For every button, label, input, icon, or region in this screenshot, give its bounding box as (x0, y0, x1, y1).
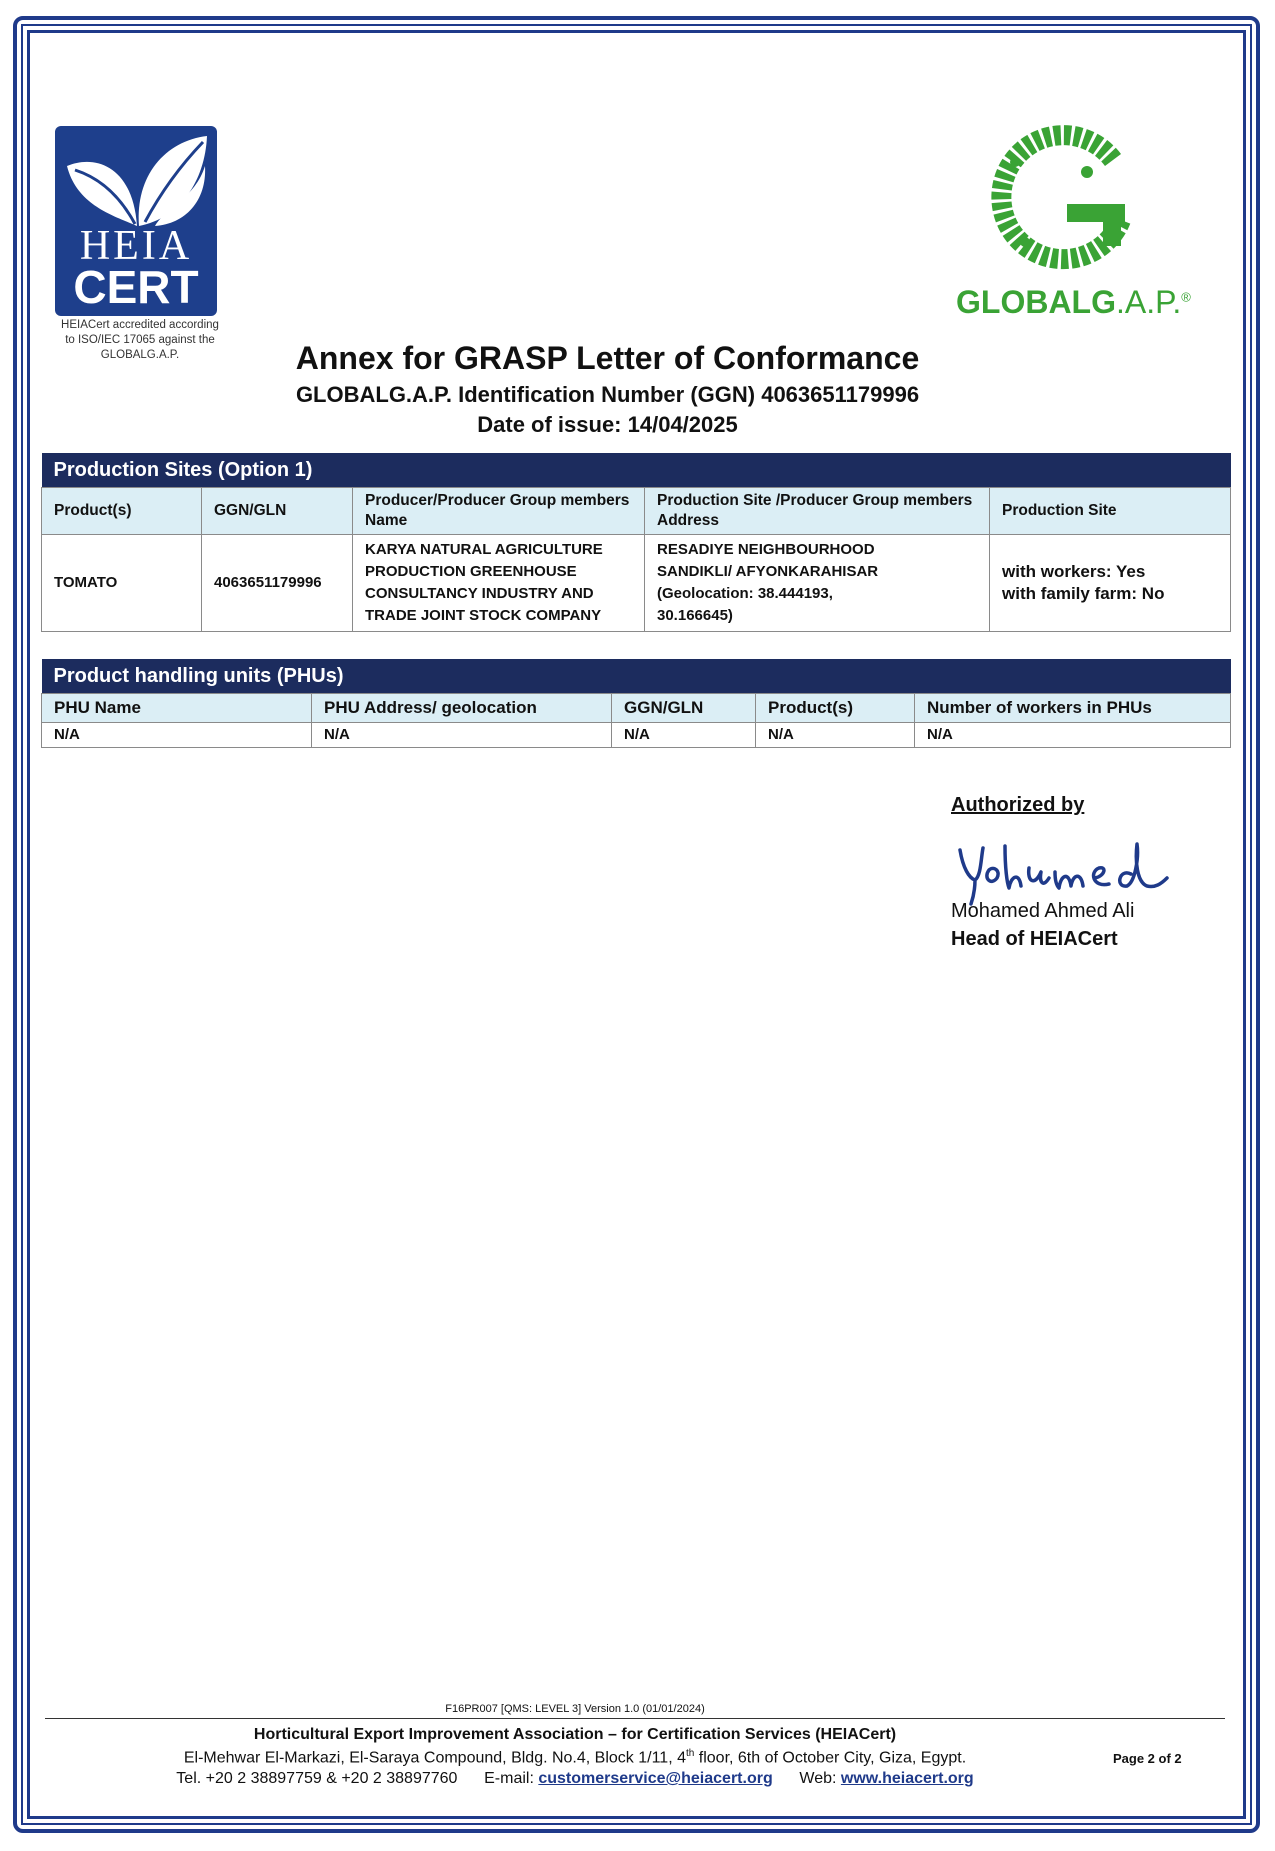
producer-name-cell: KARYA NATURAL AGRICULTURE PRODUCTION GREENHOUSE CONSULTANCY INDUSTRY AND TRADE JOINT STOCK COMPANY (353, 535, 645, 632)
issue-date: Date of issue: 14/04/2025 (477, 412, 738, 437)
column-header: GGN/GLN (612, 694, 756, 723)
footer-divider (45, 1718, 1225, 1719)
workers-status: with workers: Yes (1002, 562, 1146, 581)
table-cell: N/A (42, 723, 312, 748)
table-band-row (42, 453, 1231, 488)
column-header: Product(s) (42, 488, 202, 535)
column-header: Product(s) (756, 694, 915, 723)
column-header: PHU Name (42, 694, 312, 723)
signatory-name: Mohamed Ahmed Ali (951, 900, 1135, 922)
footer-phone: Tel. +20 2 38897759 & +20 2 38897760 (176, 1770, 458, 1787)
table-row (42, 535, 1231, 632)
ggn-line: GLOBALG.A.P. Identification Number (GGN) 4063651179996 (295, 382, 920, 407)
table-cell: N/A (312, 723, 612, 748)
footer-address: El-Mehwar El-Markazi, El-Saraya Compound, Bldg. No.4, Block 1/11, 4th floor, 6th of October City, Giza, Egypt. (183, 1748, 967, 1767)
globalgap-wordmark: GLOBALG.A.P.® (956, 284, 1191, 320)
column-header: Producer/Producer Group members Name (353, 488, 645, 535)
table-header-row (42, 694, 1231, 723)
authorized-by-label: Authorized by (951, 794, 1085, 816)
phu-table (41, 659, 1231, 748)
website-link[interactable]: www.heiacert.org (840, 1770, 974, 1787)
production-site-cell (990, 535, 1231, 632)
column-header: GGN/GLN (202, 488, 353, 535)
production-sites-table (41, 453, 1231, 632)
ggn-cell: 4063651179996 (202, 535, 353, 632)
globalgap-logo-mark (975, 122, 1145, 272)
signature-image (955, 838, 1170, 908)
production-sites-heading: Production Sites (Option 1) (42, 453, 1231, 488)
leaves-icon (55, 126, 217, 236)
footer-contact (0, 1770, 1150, 1788)
table-cell: N/A (756, 723, 915, 748)
form-code: F16PR007 [QMS: LEVEL 3] Version 1.0 (01/01/2024) (445, 1703, 705, 1715)
phu-heading: Product handling units (PHUs) (42, 659, 1231, 694)
page-number: Page 2 of 2 (1113, 1751, 1182, 1766)
footer-email-label: E-mail: (484, 1770, 534, 1787)
heiacert-logo (55, 126, 217, 316)
accreditation-caption: HEIACert accredited according to ISO/IEC 17065 against the GLOBALG.A.P. (61, 319, 219, 361)
product-cell: TOMATO (42, 535, 202, 632)
table-header-row (42, 488, 1231, 535)
column-header: Production Site /Producer Group members Address (645, 488, 990, 535)
table-row (42, 723, 1231, 748)
column-header: Production Site (990, 488, 1231, 535)
family-farm-status: with family farm: No (1002, 584, 1165, 603)
email-link[interactable]: customerservice@heiacert.org (538, 1770, 773, 1787)
address-cell: RESADIYE NEIGHBOURHOOD SANDIKLI/ AFYONKARAHISAR (Geolocation: 38.444193, 30.166645) (645, 535, 990, 632)
heia-wordmark: HEIA (79, 223, 193, 269)
column-header: PHU Address/ geolocation (312, 694, 612, 723)
signatory-role: Head of HEIACert (951, 928, 1118, 950)
footer-organization: Horticultural Export Improvement Association – for Certification Services (HEIACert) (253, 1726, 897, 1743)
document-title: Annex for GRASP Letter of Conformance (295, 340, 920, 376)
table-band-row (42, 659, 1231, 694)
column-header: Number of workers in PHUs (915, 694, 1231, 723)
cert-wordmark: CERT (73, 261, 199, 313)
table-cell: N/A (915, 723, 1231, 748)
table-cell: N/A (612, 723, 756, 748)
footer-web-label: Web: (799, 1770, 837, 1787)
